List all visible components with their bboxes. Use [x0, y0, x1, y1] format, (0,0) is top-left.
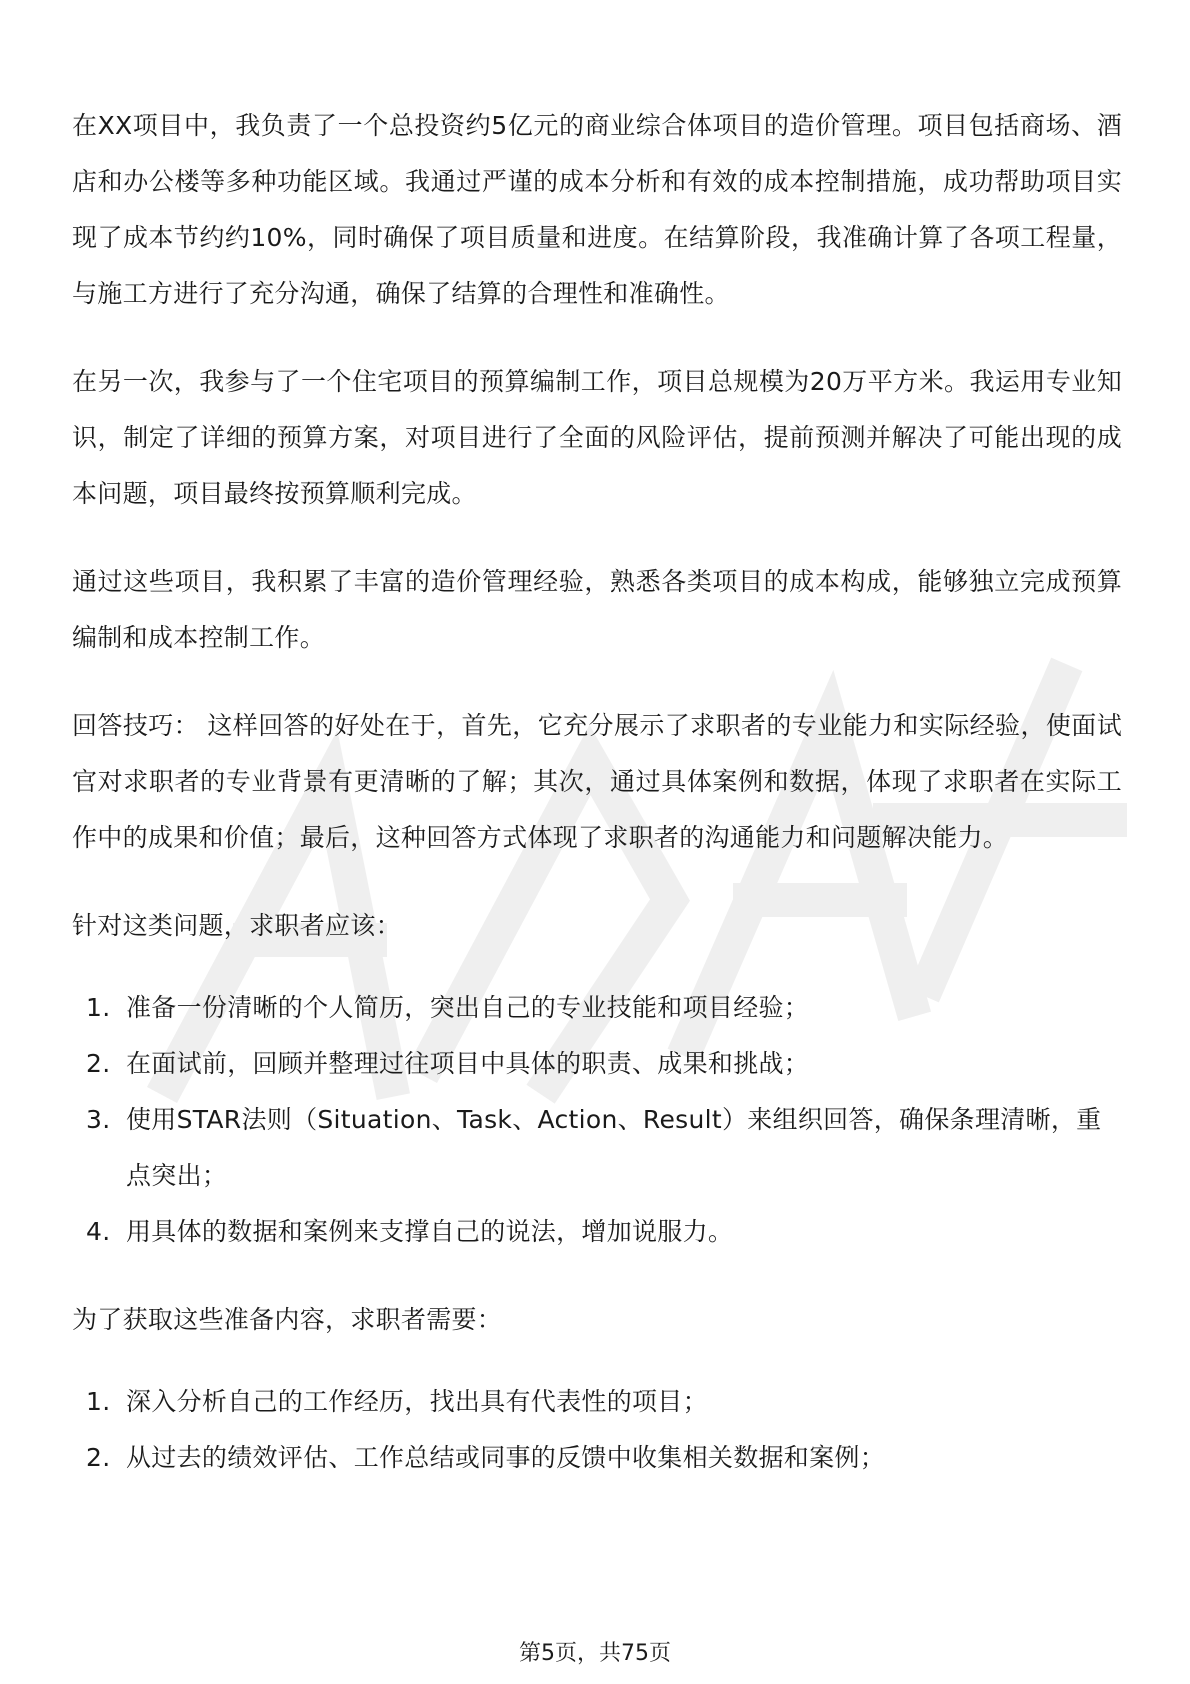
list-item [72, 1036, 1122, 1092]
document-body [72, 98, 1122, 1518]
preparation-list [72, 980, 1122, 1260]
paragraph-project-experience-2: 在另一次，我参与了一个住宅项目的预算编制工作，项目总规模为20万平方米。我运用专业知识，制定了详细的预算方案，对项目进行了全面的风险评估，提前预测并解决了可能出现的成本问题，项目最终按预算顺利完成。 [72, 367, 1122, 508]
list-marker: 3. [86, 1105, 111, 1134]
paragraph-answer-tips: 回答技巧： 这样回答的好处在于，首先，它充分展示了求职者的专业能力和实际经验，使面试官对求职者的专业背景有更清晰的了解；其次，通过具体案例和数据，体现了求职者在实际工作中的成果和价值；最后，这种回答方式体现了求职者的沟通能力和问题解决能力。 [72, 711, 1122, 852]
page-footer: 第5页，共75页 [519, 1641, 671, 1666]
list-item [72, 1430, 1122, 1486]
gathering-list [72, 1374, 1122, 1486]
list-item [72, 1374, 1122, 1430]
paragraph-list-intro-1: 针对这类问题，求职者应该： [72, 911, 401, 940]
list-item-text: 深入分析自己的工作经历，找出具有代表性的项目； [126, 1387, 708, 1416]
list-item-text: 在面试前，回顾并整理过往项目中具体的职责、成果和挑战； [126, 1049, 810, 1078]
list-marker: 2. [86, 1049, 111, 1078]
list-item [72, 980, 1122, 1036]
list-item-text: 用具体的数据和案例来支撑自己的说法，增加说服力。 [126, 1217, 734, 1246]
list-marker: 2. [86, 1443, 111, 1472]
list-item [72, 1092, 1122, 1204]
list-item-text: 准备一份清晰的个人简历，突出自己的专业技能和项目经验； [126, 993, 810, 1022]
paragraph-project-experience-1: 在XX项目中，我负责了一个总投资约5亿元的商业综合体项目的造价管理。项目包括商场、酒店和办公楼等多种功能区域。我通过严谨的成本分析和有效的成本控制措施，成功帮助项目实现了成本节约约10%，同时确保了项目质量和进度。在结算阶段，我准确计算了各项工程量，与施工方进行了充分沟通，确保了结算的合理性和准确性。 [72, 111, 1122, 308]
list-item-text: 使用STAR法则（Situation、Task、Action、Result）来组织回答，确保条理清晰，重点突出； [126, 1105, 1102, 1190]
paragraph-list-intro-2: 为了获取这些准备内容，求职者需要： [72, 1305, 503, 1334]
list-marker: 1. [86, 1387, 111, 1416]
list-item-text: 从过去的绩效评估、工作总结或同事的反馈中收集相关数据和案例； [126, 1443, 886, 1472]
paragraph-summary: 通过这些项目，我积累了丰富的造价管理经验，熟悉各类项目的成本构成，能够独立完成预算编制和成本控制工作。 [72, 567, 1122, 652]
list-marker: 1. [86, 993, 111, 1022]
list-marker: 4. [86, 1217, 111, 1246]
list-item [72, 1204, 1122, 1260]
